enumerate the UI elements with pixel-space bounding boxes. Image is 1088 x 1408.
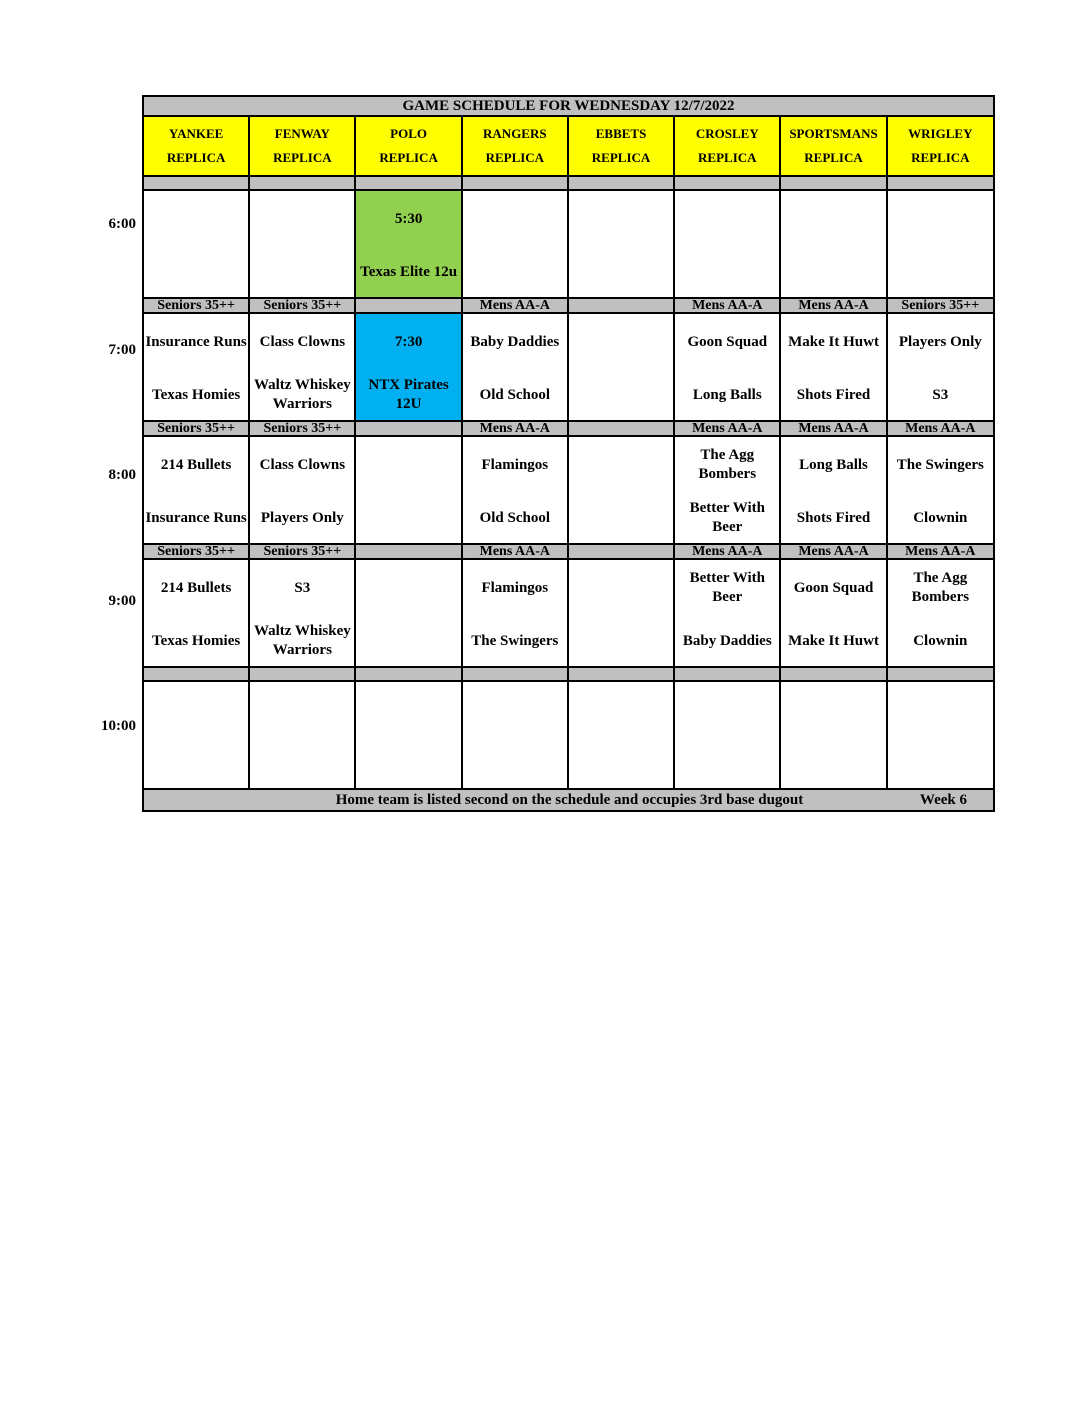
away-team: The Agg Bombers	[698, 447, 757, 482]
home-team: Make It Huwt	[788, 632, 879, 649]
away-slot	[569, 437, 673, 493]
away-slot	[463, 560, 567, 616]
home-team: Waltz Whiskey Warriors	[253, 377, 351, 412]
field-name: FENWAY	[274, 126, 330, 141]
division-label	[568, 544, 674, 559]
division-label: Seniors 35++	[249, 421, 355, 436]
matchup	[144, 314, 248, 420]
division-band-row	[143, 544, 994, 559]
home-team: Texas Homies	[152, 632, 241, 649]
home-slot	[463, 738, 567, 788]
away-slot	[250, 437, 354, 493]
away-slot	[144, 314, 248, 370]
home-slot	[569, 616, 673, 666]
matchup	[144, 191, 248, 297]
matchup	[463, 191, 567, 297]
game-cell	[355, 681, 461, 789]
home-team: NTX Pirates 12U	[368, 377, 449, 412]
home-team: S3	[932, 386, 949, 403]
home-slot	[250, 370, 354, 420]
matchup	[463, 437, 567, 543]
away-slot	[781, 682, 885, 738]
division-label: Seniors 35++	[143, 298, 249, 313]
home-slot	[675, 616, 779, 666]
game-cell	[249, 559, 355, 667]
away-slot	[569, 314, 673, 370]
away-slot	[356, 437, 460, 493]
away-slot	[569, 682, 673, 738]
home-team: The Swingers	[471, 632, 559, 649]
division-label	[568, 421, 674, 436]
home-team: Baby Daddies	[682, 632, 772, 649]
matchup	[250, 191, 354, 297]
division-label	[249, 176, 355, 190]
away-team: The Swingers	[896, 456, 984, 473]
game-cell	[462, 313, 568, 421]
week-label: Week 6	[919, 792, 967, 808]
matchup	[569, 314, 673, 420]
division-label	[355, 667, 461, 681]
away-team: Class Clowns	[259, 456, 346, 473]
field-subtitle: REPLICA	[698, 150, 757, 165]
home-team: Clownin	[913, 509, 968, 526]
division-label	[355, 421, 461, 436]
matchup	[888, 560, 993, 666]
game-cell	[568, 190, 674, 298]
away-team: 214 Bullets	[160, 456, 232, 473]
matchup	[781, 560, 885, 666]
game-cell	[462, 681, 568, 789]
schedule-sheet	[142, 95, 995, 812]
matchup	[675, 314, 779, 420]
matchup	[463, 682, 567, 788]
field-subtitle: REPLICA	[804, 150, 863, 165]
home-slot	[356, 370, 460, 420]
game-cell	[249, 436, 355, 544]
division-label	[780, 176, 886, 190]
field-subtitle: REPLICA	[485, 150, 545, 165]
division-label	[355, 176, 461, 190]
home-slot	[781, 247, 885, 297]
away-slot	[675, 191, 779, 247]
division-label: Seniors 35++	[887, 298, 994, 313]
matchup	[463, 560, 567, 666]
division-label: Seniors 35++	[249, 298, 355, 313]
home-team: Shots Fired	[796, 386, 871, 403]
game-cell	[355, 436, 461, 544]
footer-note: Home team is listed second on the schedule and occupies 3rd base dugout	[335, 792, 804, 808]
home-team: Long Balls	[692, 386, 762, 403]
home-slot	[463, 616, 567, 666]
home-slot	[356, 493, 460, 543]
game-cell	[143, 313, 249, 421]
home-slot	[675, 493, 779, 543]
matchup	[675, 191, 779, 297]
home-team: Clownin	[913, 632, 968, 649]
division-label	[462, 667, 568, 681]
game-cell	[249, 313, 355, 421]
away-team: Baby Daddies	[470, 333, 560, 350]
field-subtitle: REPLICA	[911, 150, 970, 165]
matchup	[144, 560, 248, 666]
time-slot-row	[143, 190, 994, 298]
away-slot	[675, 314, 779, 370]
game-cell	[355, 559, 461, 667]
game-cell	[780, 436, 886, 544]
matchup	[675, 682, 779, 788]
game-cell	[887, 190, 994, 298]
field-name: YANKEE	[168, 126, 224, 141]
game-cell	[780, 559, 886, 667]
division-label: Seniors 35++	[249, 544, 355, 559]
division-label	[887, 667, 994, 681]
division-label	[568, 667, 674, 681]
game-cell	[462, 190, 568, 298]
division-label	[568, 176, 674, 190]
field-subtitle: REPLICA	[273, 150, 332, 165]
matchup	[144, 437, 248, 543]
away-slot	[888, 560, 993, 616]
matchup	[888, 682, 993, 788]
matchup	[356, 437, 460, 543]
field-header	[143, 116, 249, 176]
home-slot	[888, 247, 993, 297]
away-team: Players Only	[898, 333, 982, 350]
division-label	[355, 298, 461, 313]
away-slot	[675, 682, 779, 738]
home-slot	[675, 370, 779, 420]
away-slot	[888, 314, 993, 370]
schedule-table	[142, 95, 995, 812]
home-slot	[250, 247, 354, 297]
field-header	[249, 116, 355, 176]
division-label: Mens AA-A	[674, 298, 780, 313]
away-slot	[781, 191, 885, 247]
division-label	[887, 176, 994, 190]
game-cell	[568, 436, 674, 544]
game-cell	[568, 313, 674, 421]
away-slot	[781, 437, 885, 493]
division-label: Mens AA-A	[887, 544, 994, 559]
matchup	[144, 682, 248, 788]
game-cell	[674, 681, 780, 789]
game-cell	[887, 436, 994, 544]
division-band-row	[143, 298, 994, 313]
field-header	[887, 116, 994, 176]
field-name: SPORTSMANS	[789, 126, 878, 141]
away-team: 5:30	[394, 210, 423, 227]
away-slot	[250, 560, 354, 616]
home-team: Shots Fired	[796, 509, 871, 526]
home-slot	[250, 616, 354, 666]
home-slot	[569, 247, 673, 297]
time-label: 7:00	[108, 342, 136, 358]
game-cell	[143, 559, 249, 667]
time-slot-row	[143, 559, 994, 667]
schedule-title: GAME SCHEDULE FOR WEDNESDAY 12/7/2022	[143, 96, 994, 116]
home-slot	[463, 370, 567, 420]
away-slot	[463, 191, 567, 247]
game-cell	[568, 681, 674, 789]
matchup	[781, 314, 885, 420]
field-header	[568, 116, 674, 176]
away-slot	[250, 314, 354, 370]
home-slot	[781, 616, 885, 666]
home-team: Better With Beer	[689, 500, 765, 535]
matchup	[569, 191, 673, 297]
game-cell	[887, 681, 994, 789]
matchup	[356, 560, 460, 666]
game-cell	[674, 313, 780, 421]
home-slot	[569, 370, 673, 420]
home-slot	[569, 738, 673, 788]
home-slot	[250, 738, 354, 788]
division-label	[674, 176, 780, 190]
matchup	[781, 191, 885, 297]
game-cell	[568, 559, 674, 667]
game-cell	[674, 559, 780, 667]
away-team: Make It Huwt	[788, 333, 879, 350]
division-band-row	[143, 176, 994, 190]
home-slot	[144, 247, 248, 297]
away-slot	[356, 314, 460, 370]
game-cell	[249, 190, 355, 298]
matchup	[569, 682, 673, 788]
field-header	[355, 116, 461, 176]
division-label	[143, 667, 249, 681]
home-slot	[356, 247, 460, 297]
away-team: 7:30	[394, 333, 423, 350]
matchup	[356, 682, 460, 788]
away-team: Better With Beer	[689, 570, 765, 605]
matchup	[675, 560, 779, 666]
matchup	[888, 437, 993, 543]
home-slot	[888, 738, 993, 788]
matchup	[356, 191, 460, 297]
division-label	[780, 667, 886, 681]
game-cell	[143, 190, 249, 298]
home-slot	[888, 370, 993, 420]
division-label: Mens AA-A	[462, 298, 568, 313]
game-cell	[887, 559, 994, 667]
home-slot	[675, 247, 779, 297]
matchup	[250, 682, 354, 788]
time-slot-row	[143, 436, 994, 544]
field-header	[462, 116, 568, 176]
field-header	[780, 116, 886, 176]
field-name: RANGERS	[483, 126, 547, 141]
game-cell	[780, 681, 886, 789]
game-cell	[355, 190, 461, 298]
division-label: Mens AA-A	[462, 544, 568, 559]
division-label: Mens AA-A	[887, 421, 994, 436]
home-slot	[144, 493, 248, 543]
game-cell	[143, 681, 249, 789]
time-slot-row	[143, 681, 994, 789]
division-label: Mens AA-A	[780, 298, 886, 313]
away-team: Goon Squad	[793, 579, 874, 596]
away-slot	[675, 560, 779, 616]
home-slot	[569, 493, 673, 543]
matchup	[463, 314, 567, 420]
game-cell	[355, 313, 461, 421]
division-label: Seniors 35++	[143, 421, 249, 436]
away-slot	[781, 314, 885, 370]
matchup	[250, 314, 354, 420]
game-cell	[462, 436, 568, 544]
division-label	[674, 667, 780, 681]
matchup	[356, 314, 460, 420]
field-name: POLO	[390, 126, 427, 141]
game-cell	[780, 190, 886, 298]
division-label	[143, 176, 249, 190]
home-team: Old School	[479, 509, 551, 526]
game-cell	[780, 313, 886, 421]
division-label: Mens AA-A	[674, 544, 780, 559]
away-slot	[888, 682, 993, 738]
game-cell	[249, 681, 355, 789]
time-label: 10:00	[101, 718, 136, 734]
away-slot	[144, 560, 248, 616]
away-team: Flamingos	[481, 456, 549, 473]
field-subtitle: REPLICA	[166, 150, 226, 165]
away-team: The Agg Bombers	[911, 570, 970, 605]
matchup	[569, 437, 673, 543]
home-team: Texas Homies	[152, 386, 241, 403]
footer	[143, 789, 994, 811]
away-slot	[144, 437, 248, 493]
home-slot	[356, 616, 460, 666]
footer-inner	[144, 790, 993, 810]
matchup	[888, 314, 993, 420]
away-slot	[250, 191, 354, 247]
away-team: Long Balls	[799, 456, 868, 473]
away-slot	[250, 682, 354, 738]
matchup	[781, 682, 885, 788]
field-name: CROSLEY	[695, 126, 759, 141]
away-slot	[144, 682, 248, 738]
home-slot	[888, 616, 993, 666]
away-slot	[144, 191, 248, 247]
game-cell	[674, 190, 780, 298]
away-slot	[463, 437, 567, 493]
away-slot	[356, 191, 460, 247]
matchup	[888, 191, 993, 297]
away-slot	[569, 560, 673, 616]
home-team: Texas Elite 12u	[360, 263, 458, 280]
away-slot	[888, 437, 993, 493]
time-label: 6:00	[108, 216, 136, 232]
home-team: Players Only	[260, 509, 344, 526]
away-slot	[675, 437, 779, 493]
away-team: Class Clowns	[259, 333, 346, 350]
away-slot	[888, 191, 993, 247]
matchup	[250, 437, 354, 543]
division-label	[568, 298, 674, 313]
home-slot	[250, 493, 354, 543]
home-slot	[144, 616, 248, 666]
home-slot	[463, 493, 567, 543]
matchup	[781, 437, 885, 543]
away-slot	[569, 191, 673, 247]
matchup	[675, 437, 779, 543]
away-slot	[463, 314, 567, 370]
away-slot	[781, 560, 885, 616]
away-team: S3	[294, 579, 311, 596]
game-cell	[887, 313, 994, 421]
division-label	[249, 667, 355, 681]
time-label: 8:00	[108, 467, 136, 483]
time-slot-row	[143, 313, 994, 421]
division-label: Mens AA-A	[780, 544, 886, 559]
division-label	[462, 176, 568, 190]
home-slot	[144, 370, 248, 420]
division-label: Seniors 35++	[143, 544, 249, 559]
matchup	[250, 560, 354, 666]
division-label: Mens AA-A	[674, 421, 780, 436]
field-subtitle: REPLICA	[591, 150, 651, 165]
home-team: Old School	[479, 386, 551, 403]
home-slot	[781, 370, 885, 420]
division-label: Mens AA-A	[780, 421, 886, 436]
field-name: EBBETS	[595, 126, 647, 141]
division-label: Mens AA-A	[462, 421, 568, 436]
field-subtitle: REPLICA	[379, 150, 438, 165]
field-header	[674, 116, 780, 176]
away-slot	[356, 560, 460, 616]
home-slot	[675, 738, 779, 788]
home-slot	[144, 738, 248, 788]
away-slot	[463, 682, 567, 738]
away-team: Flamingos	[481, 579, 549, 596]
division-label	[355, 544, 461, 559]
away-team: Insurance Runs	[145, 333, 247, 350]
home-slot	[781, 493, 885, 543]
game-cell	[674, 436, 780, 544]
division-band-row	[143, 667, 994, 681]
game-cell	[143, 436, 249, 544]
away-slot	[356, 682, 460, 738]
time-label: 9:00	[108, 593, 136, 609]
away-team: 214 Bullets	[160, 579, 232, 596]
home-team: Waltz Whiskey Warriors	[253, 623, 351, 658]
field-name: WRIGLEY	[908, 126, 973, 141]
home-slot	[356, 738, 460, 788]
home-slot	[888, 493, 993, 543]
matchup	[569, 560, 673, 666]
home-slot	[463, 247, 567, 297]
home-team: Insurance Runs	[145, 509, 247, 526]
home-slot	[781, 738, 885, 788]
away-team: Goon Squad	[687, 333, 768, 350]
division-band-row	[143, 421, 994, 436]
game-cell	[462, 559, 568, 667]
